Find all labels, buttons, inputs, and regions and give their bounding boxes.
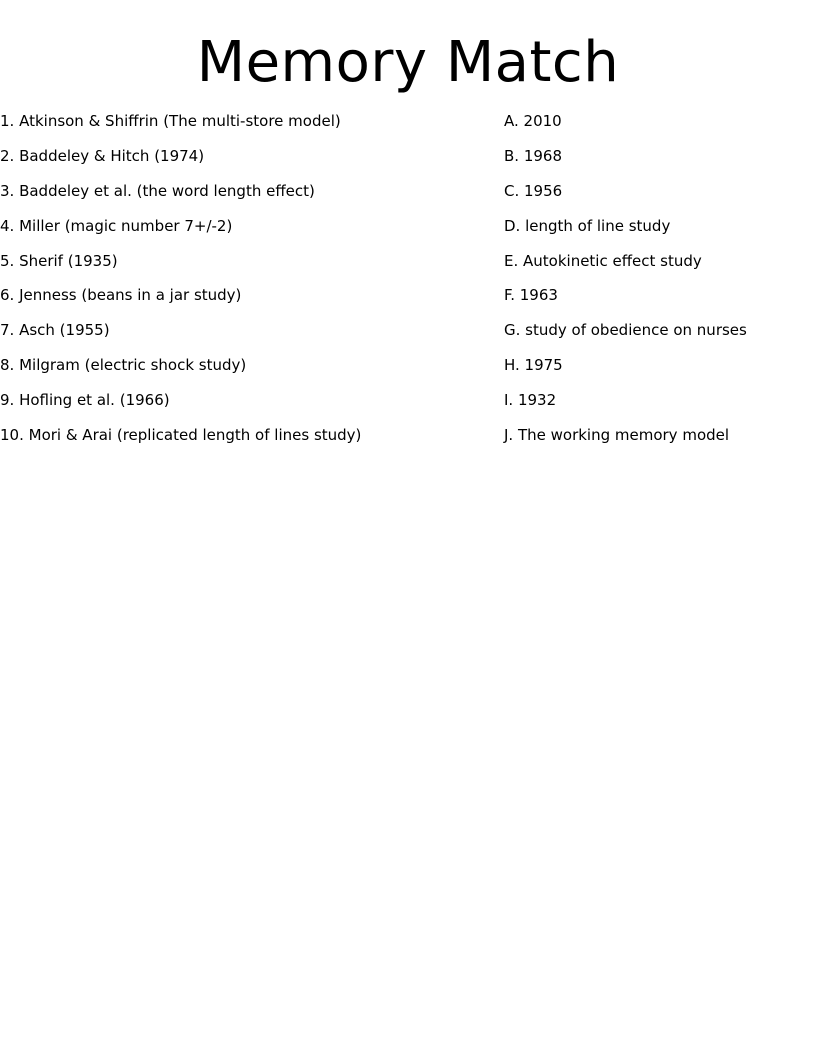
- answer-item: E. Autokinetic effect study: [504, 251, 702, 270]
- answer-item: C. 1956: [504, 181, 563, 200]
- page-title: Memory Match: [196, 30, 620, 95]
- answer-item: A. 2010: [504, 112, 562, 130]
- prompt-item: 10. Mori & Arai (replicated length of lines study): [0, 426, 362, 445]
- prompt-item: 2. Baddeley & Hitch (1974): [0, 146, 205, 165]
- answer-item: B. 1968: [504, 146, 563, 165]
- prompt-list: [0, 109, 480, 458]
- prompt-item: 1. Atkinson & Shiffrin (The multi-store model): [0, 112, 341, 130]
- prompt-item: 5. Sherif (1935): [0, 251, 118, 270]
- answer-item: F. 1963: [504, 286, 558, 305]
- answer-item: H. 1975: [504, 356, 563, 375]
- prompt-item: 4. Miller (magic number 7+/-2): [0, 216, 233, 235]
- answer-item: G. study of obedience on nurses: [504, 321, 747, 340]
- answer-item: D. length of line study: [504, 216, 671, 235]
- prompt-item: 3. Baddeley et al. (the word length effect): [0, 181, 315, 200]
- prompt-item: 8. Milgram (electric shock study): [0, 356, 247, 375]
- answer-item: I. 1932: [504, 391, 557, 410]
- prompt-item: 7. Asch (1955): [0, 321, 110, 340]
- answer-list: [504, 109, 804, 458]
- answer-item: J. The working memory model: [504, 426, 730, 445]
- prompt-item: 9. Hofling et al. (1966): [0, 391, 170, 410]
- prompt-item: 6. Jenness (beans in a jar study): [0, 286, 242, 305]
